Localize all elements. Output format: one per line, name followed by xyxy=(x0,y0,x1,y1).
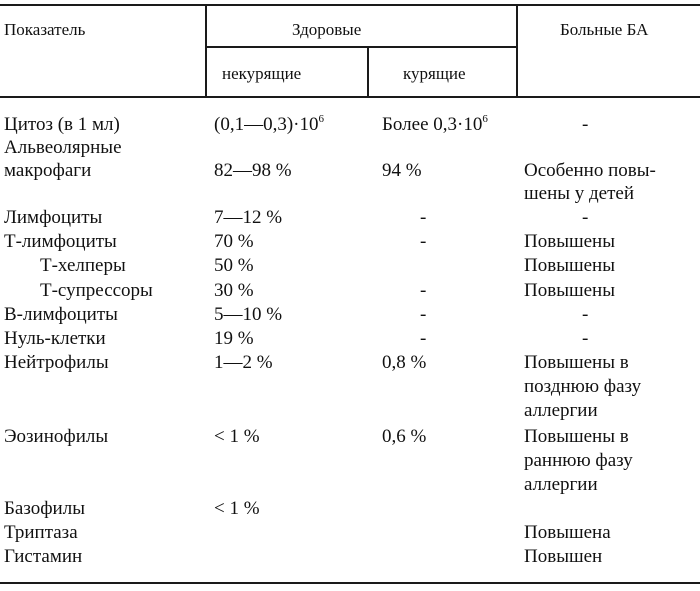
col-divider-3 xyxy=(516,4,518,96)
macrophages-nonsmokers: 82—98 % xyxy=(214,160,292,181)
header-indicator: Показатель xyxy=(4,20,86,39)
eosinophils-label: Эозинофилы xyxy=(4,426,109,447)
tryptase-label: Триптаза xyxy=(4,522,78,543)
histamine-label: Гистамин xyxy=(4,546,83,567)
histamine-patients: Повышен xyxy=(524,546,603,567)
cytosis-nonsmokers: $(0,1—0,3)\cdot 10^6$ xyxy=(214,113,324,135)
top-rule xyxy=(0,4,700,6)
t-suppressors-nonsmokers: 30 % xyxy=(214,280,254,301)
lymphocytes-nonsmokers: 7—12 % xyxy=(214,207,283,228)
macrophages-label-line2: макрофаги xyxy=(4,160,92,181)
lymphocytes-label: Лимфоциты xyxy=(4,207,103,228)
t-lymphocytes-smokers: - xyxy=(420,231,427,252)
header-subrule xyxy=(206,46,516,48)
t-suppressors-smokers: - xyxy=(420,280,427,301)
col-divider-1 xyxy=(205,4,207,96)
t-helpers-label: Т-хелперы xyxy=(40,255,126,276)
macrophages-label-line1: Альвеолярные xyxy=(4,137,122,158)
header-healthy: Здоровые xyxy=(292,20,362,39)
eosinophils-patients-line2: раннюю фазу xyxy=(524,450,633,471)
header-smokers: курящие xyxy=(403,64,466,83)
basophils-label: Базофилы xyxy=(4,498,85,519)
col-divider-2 xyxy=(367,46,369,96)
b-lymphocytes-label: В-лимфоциты xyxy=(4,304,118,325)
neutrophils-patients-line3: аллергии xyxy=(524,400,598,421)
macrophages-patients-line2: шены у детей xyxy=(524,183,635,204)
tryptase-patients: Повышена xyxy=(524,522,611,543)
t-helpers-patients: Повышены xyxy=(524,255,615,276)
t-suppressors-label: Т-супрессоры xyxy=(40,280,153,301)
neutrophils-smokers: 0,8 % xyxy=(382,352,427,373)
eosinophils-nonsmokers: < 1 % xyxy=(214,426,260,447)
lymphocytes-smokers: - xyxy=(420,207,427,228)
macrophages-patients-line1: Особенно повы- xyxy=(524,160,656,181)
cytosis-label: Цитоз (в 1 мл) xyxy=(4,114,120,135)
null-cells-label: Нуль-клетки xyxy=(4,328,106,349)
b-lymphocytes-nonsmokers: 5—10 % xyxy=(214,304,283,325)
cytosis-patients: - xyxy=(582,114,589,135)
neutrophils-label: Нейтрофилы xyxy=(4,352,109,373)
eosinophils-patients-line3: аллергии xyxy=(524,474,598,495)
t-lymphocytes-nonsmokers: 70 % xyxy=(214,231,254,252)
bottom-rule xyxy=(0,582,700,584)
neutrophils-nonsmokers: 1—2 % xyxy=(214,352,273,373)
t-lymphocytes-label: Т-лимфоциты xyxy=(4,231,117,252)
header-patients: Больные БА xyxy=(560,20,649,39)
eosinophils-smokers: 0,6 % xyxy=(382,426,427,447)
header-nonsmokers: некурящие xyxy=(222,64,302,83)
null-cells-nonsmokers: 19 % xyxy=(214,328,254,349)
null-cells-smokers: - xyxy=(420,328,427,349)
b-lymphocytes-patients: - xyxy=(582,304,589,325)
header-bottom-rule xyxy=(0,96,700,98)
eosinophils-patients-line1: Повышены в xyxy=(524,426,629,447)
basophils-nonsmokers: < 1 % xyxy=(214,498,260,519)
b-lymphocytes-smokers: - xyxy=(420,304,427,325)
neutrophils-patients-line2: позднюю фазу xyxy=(524,376,642,397)
t-helpers-nonsmokers: 50 % xyxy=(214,255,254,276)
t-suppressors-patients: Повышены xyxy=(524,280,615,301)
cytosis-smokers: Более $0,3\cdot 10^6$ xyxy=(382,113,488,135)
null-cells-patients: - xyxy=(582,328,589,349)
neutrophils-patients-line1: Повышены в xyxy=(524,352,629,373)
lymphocytes-patients: - xyxy=(582,207,589,228)
macrophages-smokers: 94 % xyxy=(382,160,422,181)
t-lymphocytes-patients: Повышены xyxy=(524,231,615,252)
